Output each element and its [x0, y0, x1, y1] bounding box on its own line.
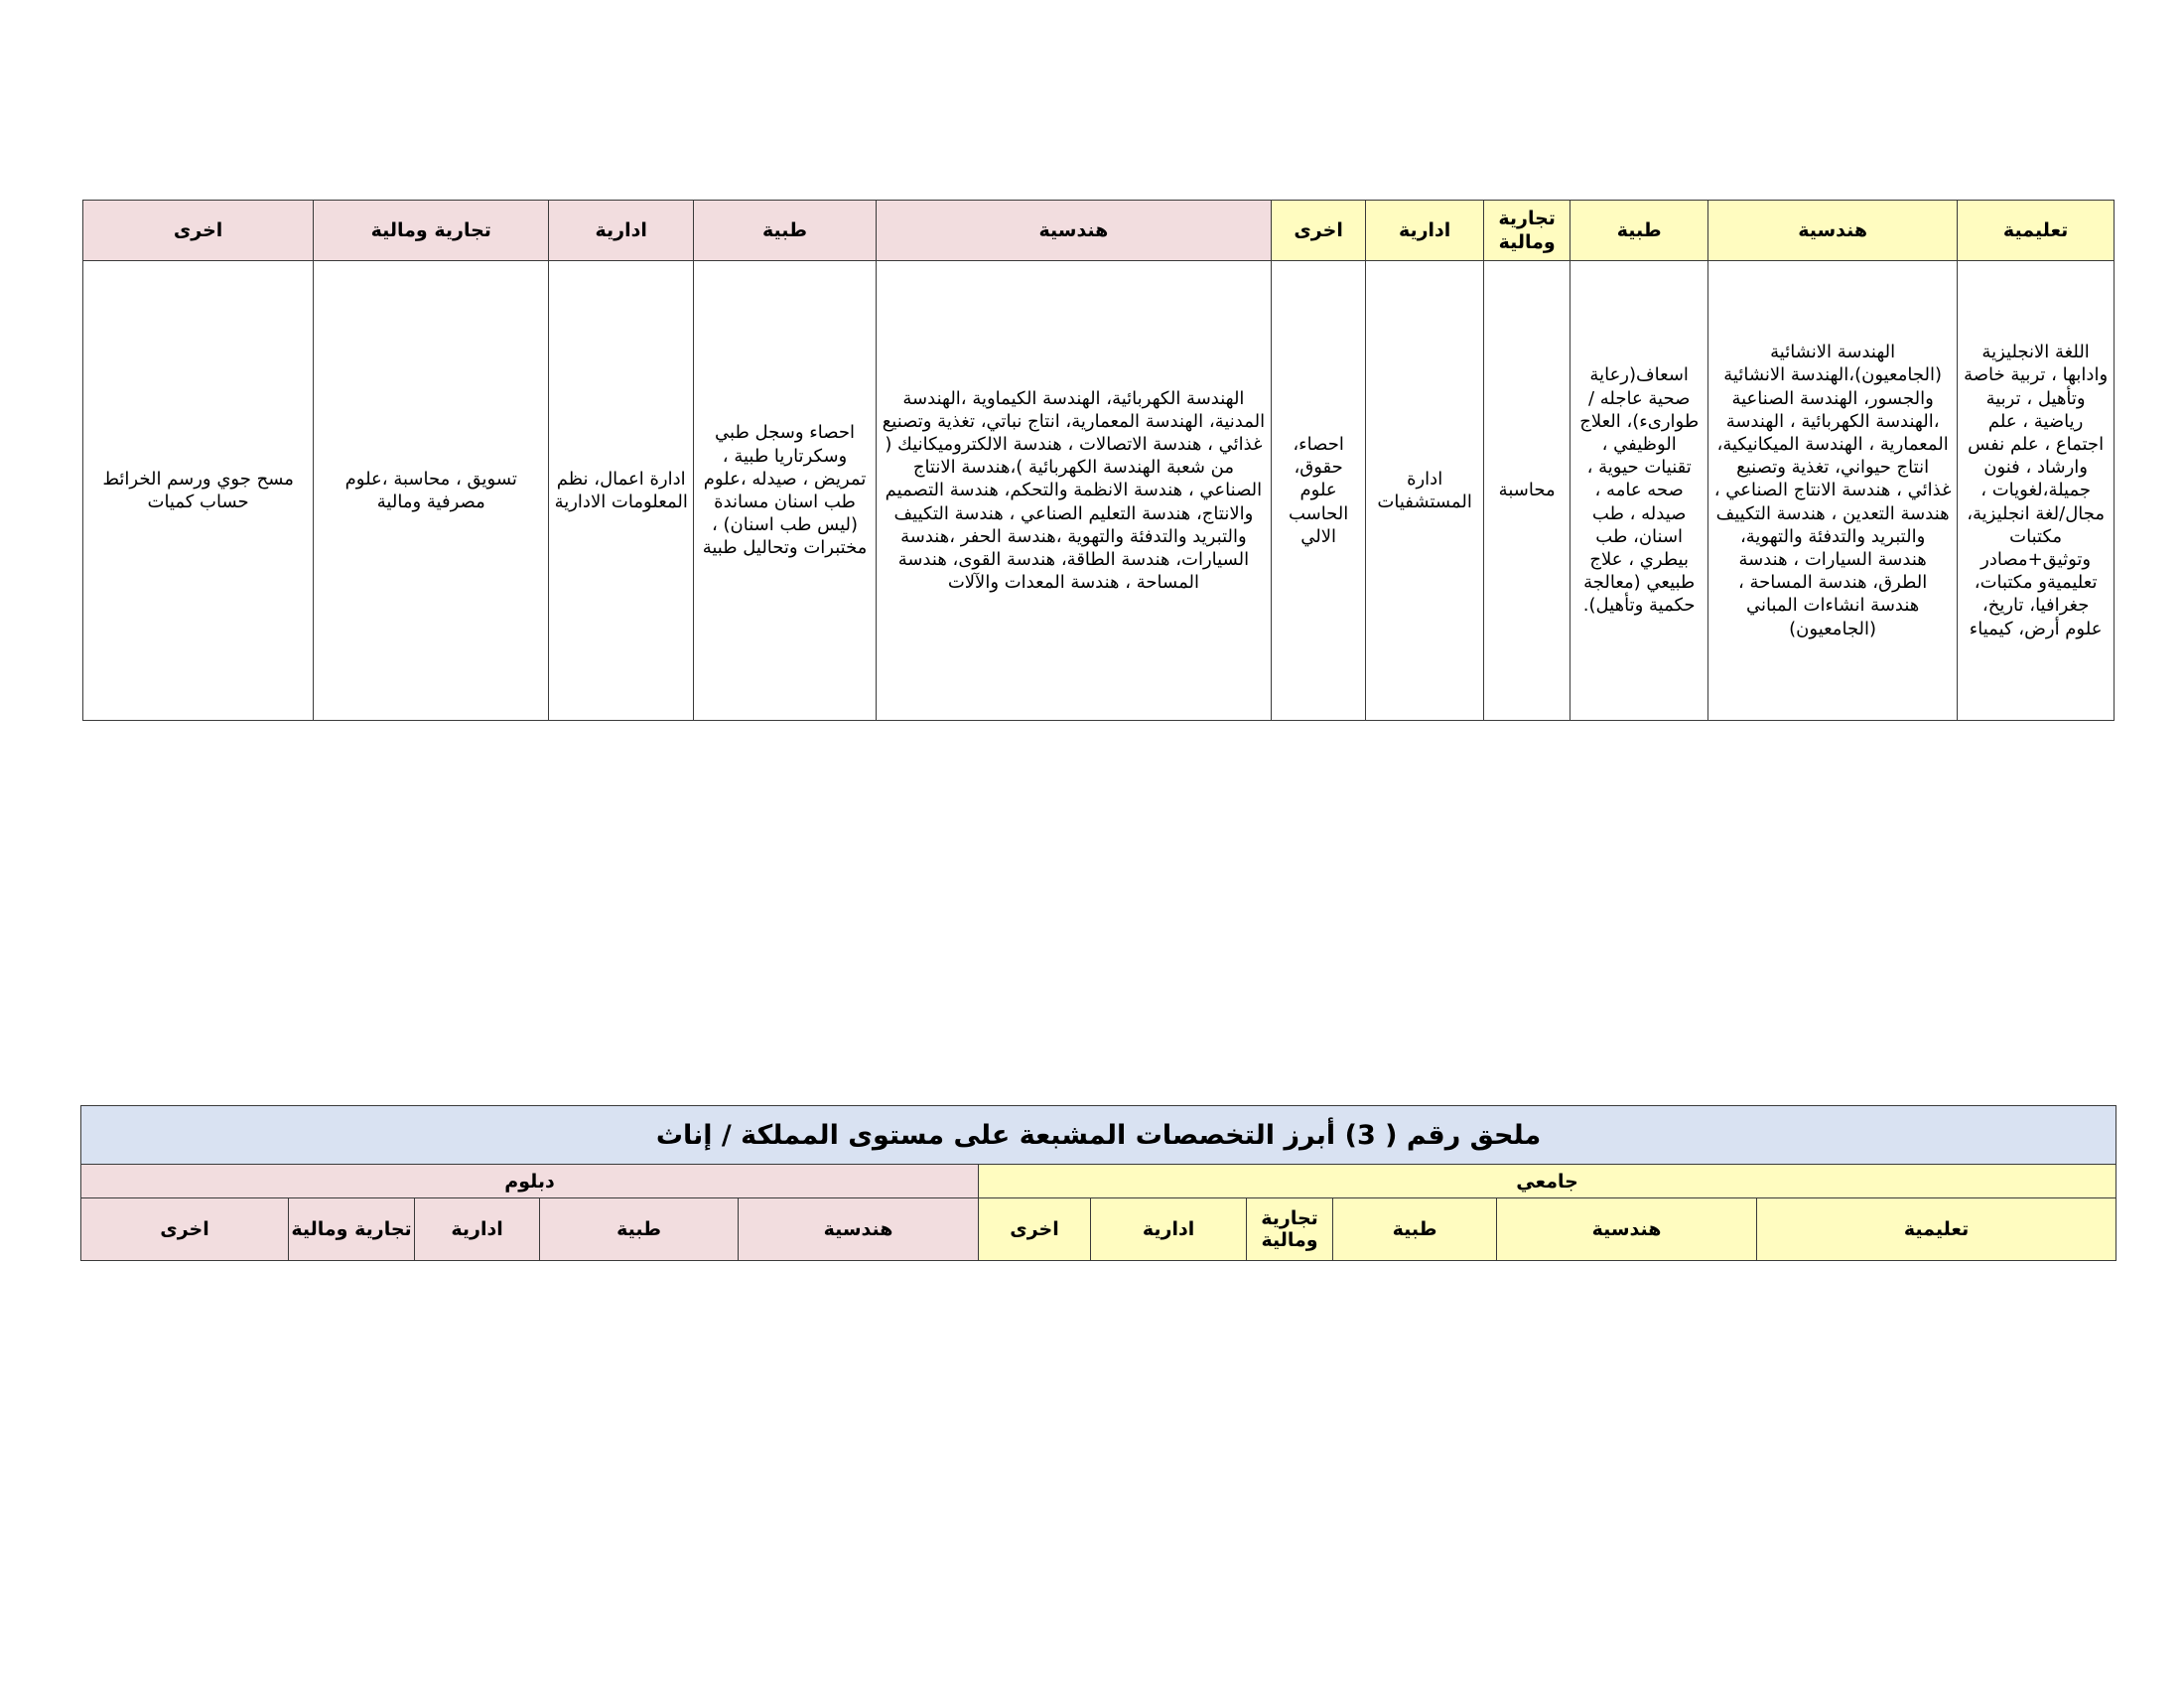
cell-educational: اللغة الانجليزية وادابها ، تربية خاصة وتأهيل ، تربية رياضية ، علم اجتماع ، علم نفس وارشاد ، فنون جميلة،لغويات ، مجال/لغة انجليزية، مكتبات وتوثيق+مصادر تعليميةو مكتبات، جغرافيا، تاريخ، علوم أرض، كيمياء: [1958, 261, 2115, 721]
col-header-administrative: ادارية: [1366, 201, 1484, 261]
col-header-diploma-administrative: ادارية: [415, 1198, 540, 1261]
col-header-engineering: هندسية: [1708, 201, 1958, 261]
col-header-medical: طبية: [1333, 1198, 1497, 1261]
cell-diploma-administrative: ادارة اعمال، نظم المعلومات الادارية: [549, 261, 694, 721]
table-title-row: [81, 1106, 2116, 1165]
saturated-majors-table-bottom: [80, 1105, 2116, 1261]
col-header-diploma-other: اخرى: [83, 201, 314, 261]
col-header-diploma-medical: طبية: [694, 201, 877, 261]
col-header-diploma-engineering: هندسية: [739, 1198, 979, 1261]
col-header-administrative: ادارية: [1091, 1198, 1247, 1261]
col-header-medical: طبية: [1570, 201, 1708, 261]
col-header-engineering: هندسية: [1497, 1198, 1757, 1261]
group-header-university: جامعي: [979, 1165, 2116, 1198]
cell-diploma-engineering: الهندسة الكهربائية، الهندسة الكيماوية ،الهندسة المدنية، الهندسة المعمارية، انتاج نباتي، تغذية وتصنيع غذائي ، هندسة الاتصالات ، هندسة الالكتروميكانيك ( من شعبة الهندسة الكهربائية )،هندسة الانتاج الصناعي ، هندسة الانظمة والتحكم، هندسة التصميم والانتاج، هندسة التعليم الصناعي ، هندسة التكييف والتبريد والتدفئة والتهوية ،هندسة الحفر ،هندسة السيارات، هندسة الطاقة، هندسة القوى، هندسة المساحة ، هندسة المعدات والآلات: [876, 261, 1271, 721]
cell-other: احصاء، حقوق، علوم الحاسب الالي: [1271, 261, 1365, 721]
col-header-commercial-financial: تجارية ومالية: [1483, 201, 1570, 261]
group-header-diploma: دبلوم: [81, 1165, 979, 1198]
table-row: [83, 261, 2115, 721]
col-header-diploma-commercial-financial: تجارية ومالية: [289, 1198, 415, 1261]
table-title: ملحق رقم ( 3) أبرز التخصصات المشبعة على مستوى المملكة / إناث: [81, 1106, 2116, 1165]
col-header-commercial-financial: تجارية ومالية: [1247, 1198, 1333, 1261]
cell-engineering: الهندسة الانشائية (الجامعيون)،الهندسة الانشائية والجسور، الهندسة الصناعية ،الهندسة الكهربائية ، الهندسة المعمارية ، الهندسة الميكانيكية، انتاج حيواني، تغذية وتصنيع غذائي ، هندسة الانتاج الصناعي ، هندسة التعدين ، هندسة التكييف والتبريد والتدفئة والتهوية، هندسة السيارات ، هندسة الطرق، هندسة المساحة ، هندسة انشاءات المباني (الجامعيون): [1708, 261, 1958, 721]
group-header-row: [81, 1165, 2116, 1198]
col-header-other: اخرى: [979, 1198, 1091, 1261]
saturated-majors-table-top: [82, 200, 2115, 721]
col-header-diploma-medical: طبية: [540, 1198, 739, 1261]
header-row: [83, 201, 2115, 261]
col-header-diploma-other: اخرى: [81, 1198, 289, 1261]
cell-diploma-other: مسح جوي ورسم الخرائط حساب كميات: [83, 261, 314, 721]
header-row: [81, 1198, 2116, 1261]
cell-medical: اسعاف(رعاية صحية عاجله / طوارىء)، العلاج الوظيفي ، تقنيات حيوية ، صحه عامه ، صيدله ، طب اسنان، طب بيطري ، علاج طبيعي (معالجة حكمية وتأهيل).: [1570, 261, 1708, 721]
col-header-other: اخرى: [1271, 201, 1365, 261]
col-header-diploma-engineering: هندسية: [876, 201, 1271, 261]
cell-diploma-commercial-financial: تسويق ، محاسبة ،علوم مصرفية ومالية: [314, 261, 549, 721]
cell-commercial-financial: محاسبة: [1483, 261, 1570, 721]
col-header-educational: تعليمية: [1757, 1198, 2116, 1261]
cell-diploma-medical: احصاء وسجل طبي وسكرتاريا طبية ، تمريض ، صيدله ،علوم طب اسنان مساندة (ليس طب اسنان) ، مختبرات وتحاليل طبية: [694, 261, 877, 721]
col-header-diploma-commercial-financial: تجارية ومالية: [314, 201, 549, 261]
cell-administrative: ادارة المستشفيات: [1366, 261, 1484, 721]
col-header-educational: تعليمية: [1958, 201, 2115, 261]
col-header-diploma-administrative: ادارية: [549, 201, 694, 261]
